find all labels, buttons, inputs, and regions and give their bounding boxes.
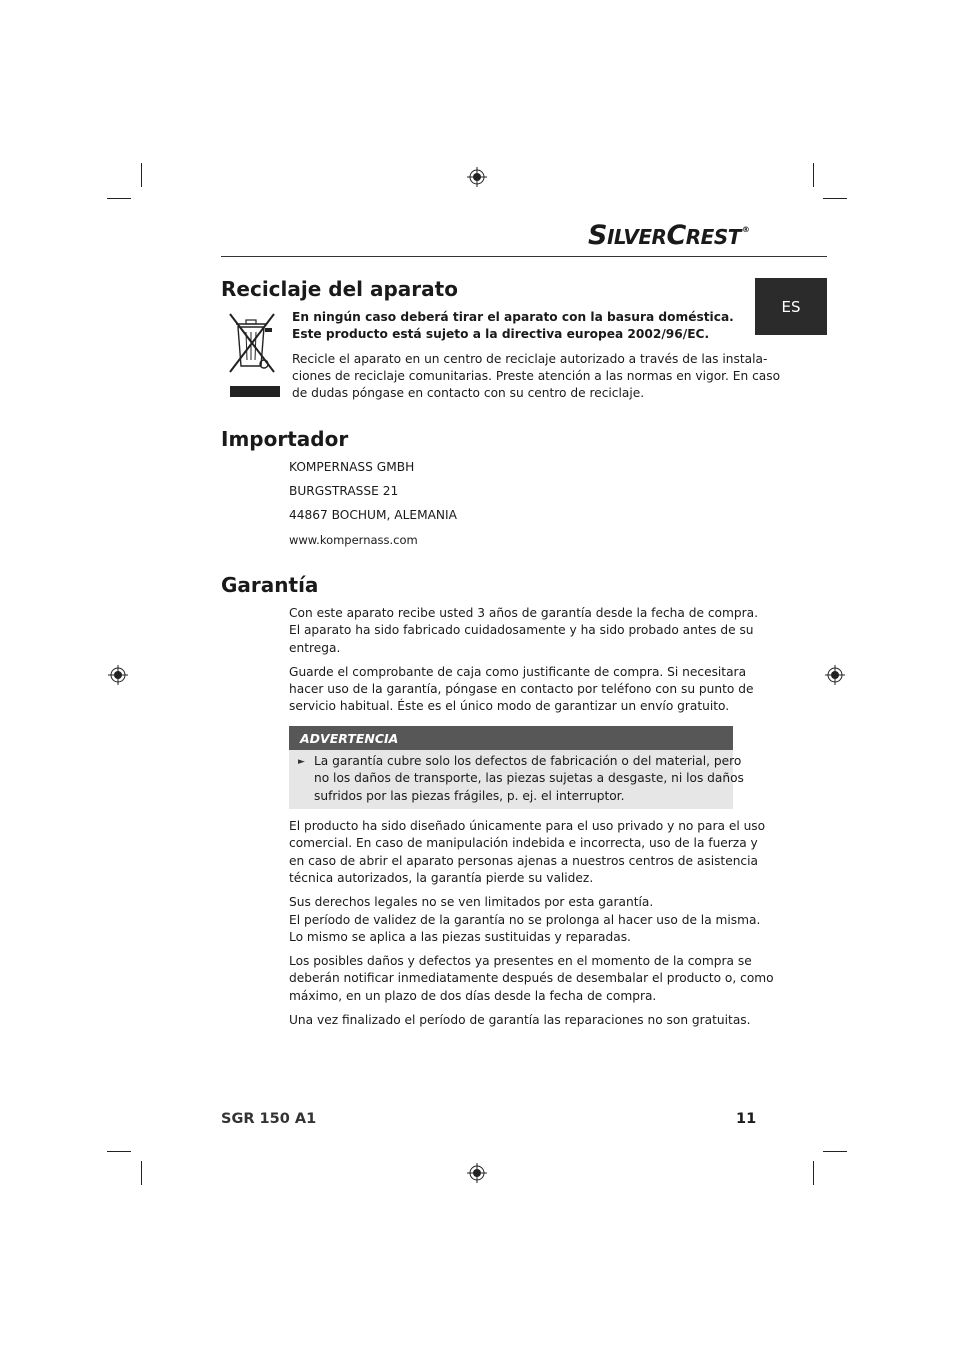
warranty-para5-line: máximo, en un plazo de dos días desde la fecha de compra. bbox=[289, 989, 657, 1003]
crop-mark bbox=[141, 1161, 142, 1185]
warranty-para1-line: Con este aparato recibe usted 3 años de garantía desde la fecha de compra. bbox=[289, 606, 758, 620]
warranty-para1-line: El aparato ha sido fabricado cuidadosamente y ha sido probado antes de su bbox=[289, 623, 754, 637]
section-heading-recycling: Reciclaje del aparato bbox=[221, 277, 458, 301]
recycling-bold-line: En ningún caso deberá tirar el aparato con la basura doméstica. bbox=[292, 310, 734, 324]
crop-mark bbox=[813, 163, 814, 187]
registration-mark-icon bbox=[467, 167, 487, 187]
warranty-para4-line: Lo mismo se aplica a las piezas sustituidas y reparadas. bbox=[289, 930, 631, 944]
importer-website: www.kompernass.com bbox=[289, 533, 418, 547]
warranty-para4-line: El período de validez de la garantía no se prolonga al hacer uso de la misma. bbox=[289, 913, 761, 927]
crop-mark bbox=[823, 1151, 847, 1152]
crop-mark bbox=[141, 163, 142, 187]
warning-line: sufridos por las piezas frágiles, p. ej. el interruptor. bbox=[314, 789, 625, 803]
header-rule bbox=[221, 256, 827, 257]
importer-city: 44867 BOCHUM, ALEMANIA bbox=[289, 508, 457, 522]
warranty-para2-line: servicio habitual. Éste es el único modo de garantizar un envío gratuito. bbox=[289, 699, 730, 713]
crop-mark bbox=[107, 198, 131, 199]
warranty-para3-line: en caso de abrir el aparato personas ajenas a nuestros centros de asistencia bbox=[289, 854, 758, 868]
warranty-para3-line: El producto ha sido diseñado únicamente para el uso privado y no para el uso bbox=[289, 819, 766, 833]
warranty-para2-line: Guarde el comprobante de caja como justificante de compra. Si necesitara bbox=[289, 665, 747, 679]
arrow-bullet-icon: ► bbox=[298, 757, 305, 767]
importer-street: BURGSTRASSE 21 bbox=[289, 484, 399, 498]
section-heading-warranty: Garantía bbox=[221, 573, 319, 597]
recycling-body-line: de dudas póngase en contacto con su centro de reciclaje. bbox=[292, 386, 645, 400]
warranty-para3-line: comercial. En caso de manipulación indebida e incorrecta, uso de la fuerza y bbox=[289, 836, 758, 850]
crop-mark bbox=[107, 1151, 131, 1152]
footer-model: SGR 150 A1 bbox=[221, 1111, 317, 1127]
warning-title: ADVERTENCIA bbox=[289, 726, 733, 750]
importer-company: KOMPERNASS GMBH bbox=[289, 460, 415, 474]
crop-mark bbox=[823, 198, 847, 199]
warning-line: La garantía cubre solo los defectos de fabricación o del material, pero bbox=[314, 754, 742, 768]
silvercrest-logo: SILVERCREST® bbox=[588, 220, 750, 251]
registration-mark-icon bbox=[825, 665, 845, 685]
crop-mark bbox=[813, 1161, 814, 1185]
registration-mark-icon bbox=[467, 1163, 487, 1183]
section-heading-importer: Importador bbox=[221, 427, 349, 451]
warranty-para6-line: Una vez finalizado el período de garantía las reparaciones no son gratuitas. bbox=[289, 1013, 751, 1027]
warranty-para5-line: Los posibles daños y defectos ya presentes en el momento de la compra se bbox=[289, 954, 752, 968]
warranty-para3-line: técnica autorizados, la garantía pierde su validez. bbox=[289, 871, 594, 885]
warning-line: no los daños de transporte, las piezas sujetas a desgaste, ni los daños bbox=[314, 771, 744, 785]
language-tab: ES bbox=[755, 278, 827, 335]
warranty-para5-line: deberán notificar inmediatamente después de desembalar el producto o, como bbox=[289, 971, 774, 985]
registration-mark-icon bbox=[108, 665, 128, 685]
warranty-para1-line: entrega. bbox=[289, 641, 341, 655]
recycling-bold-line: Este producto está sujeto a la directiva europea 2002/96/EC. bbox=[292, 327, 710, 341]
crossed-out-wheelie-bin-icon bbox=[222, 308, 282, 400]
warranty-para4-line: Sus derechos legales no se ven limitados por esta garantía. bbox=[289, 895, 654, 909]
recycling-body-line: ciones de reciclaje comunitarias. Preste atención a las normas en vigor. En caso bbox=[292, 369, 781, 383]
page-number: 11 bbox=[736, 1111, 757, 1127]
recycling-body-line: Recicle el aparato en un centro de reciclaje autorizado a través de las instala- bbox=[292, 352, 768, 366]
warranty-para2-line: hacer uso de la garantía, póngase en contacto por teléfono con su punto de bbox=[289, 682, 754, 696]
